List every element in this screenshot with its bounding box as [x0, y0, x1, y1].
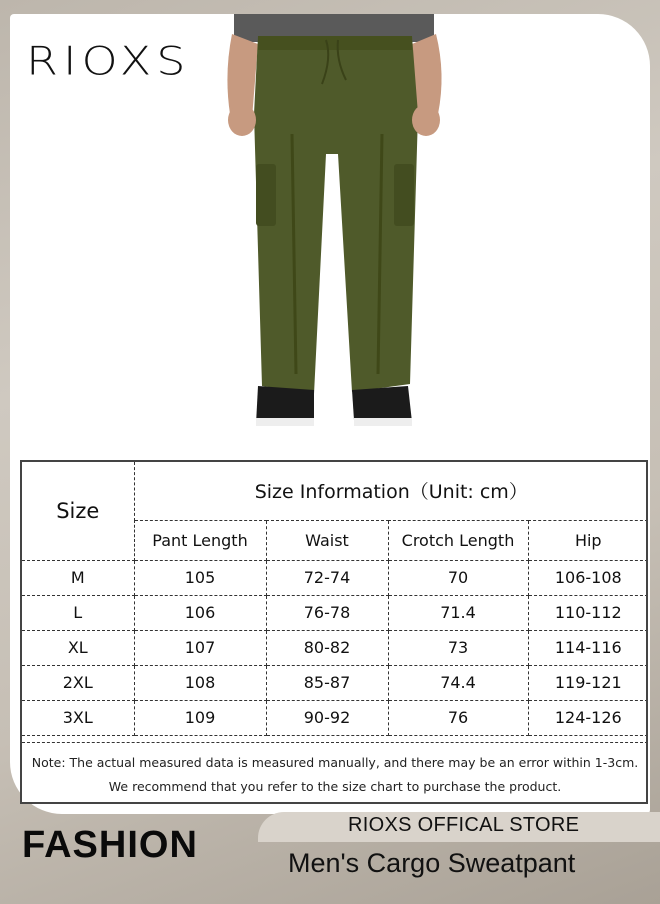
- table-cell: 108: [134, 665, 266, 700]
- table-cell: 109: [134, 700, 266, 735]
- column-header-hip: Hip: [528, 520, 648, 560]
- table-cell: 119-121: [528, 665, 648, 700]
- size-cell: M: [22, 560, 134, 595]
- table-cell: 72-74: [266, 560, 388, 595]
- table-cell: 105: [134, 560, 266, 595]
- table-cell: 73: [388, 630, 528, 665]
- measurement-note: [22, 742, 648, 804]
- table-row: [22, 700, 648, 735]
- table-cell: 76: [388, 700, 528, 735]
- brand-logo: RIOXS: [26, 38, 191, 84]
- table-row: [22, 560, 648, 595]
- table-row: [22, 595, 648, 630]
- size-cell: XL: [22, 630, 134, 665]
- fashion-tagline: FASHION: [22, 824, 198, 866]
- column-header-pant-length: Pant Length: [134, 520, 266, 560]
- store-name: RIOXS OFFICAL STORE: [348, 814, 580, 836]
- table-cell: 106-108: [528, 560, 648, 595]
- product-name: Men's Cargo Sweatpant: [288, 848, 576, 878]
- table-cell: 71.4: [388, 595, 528, 630]
- column-header-crotch-length: Crotch Length: [388, 520, 528, 560]
- note-line-2: We recommend that you refer to the size chart to purchase the product.: [108, 779, 562, 794]
- table-cell: 74.4: [388, 665, 528, 700]
- note-line-1: Note: The actual measured data is measured manually, and there may be an error within 1-3cm.: [31, 755, 639, 770]
- table-cell: 76-78: [266, 595, 388, 630]
- table-cell: 70: [388, 560, 528, 595]
- size-cell: L: [22, 595, 134, 630]
- table-cell: 114-116: [528, 630, 648, 665]
- size-column-header: Size: [22, 462, 134, 560]
- table-cell: 110-112: [528, 595, 648, 630]
- column-header-waist: Waist: [266, 520, 388, 560]
- table-cell: 90-92: [266, 700, 388, 735]
- size-information-header: Size Information（Unit: cm）: [134, 462, 648, 520]
- size-cell: 3XL: [22, 700, 134, 735]
- table-cell: 107: [134, 630, 266, 665]
- size-table: [22, 462, 648, 736]
- model-cargo-pants-image: [222, 14, 452, 434]
- table-cell: 80-82: [266, 630, 388, 665]
- table-cell: 106: [134, 595, 266, 630]
- table-row: [22, 630, 648, 665]
- table-cell: 85-87: [266, 665, 388, 700]
- table-cell: 124-126: [528, 700, 648, 735]
- size-cell: 2XL: [22, 665, 134, 700]
- size-chart: [20, 460, 648, 804]
- table-row: [22, 665, 648, 700]
